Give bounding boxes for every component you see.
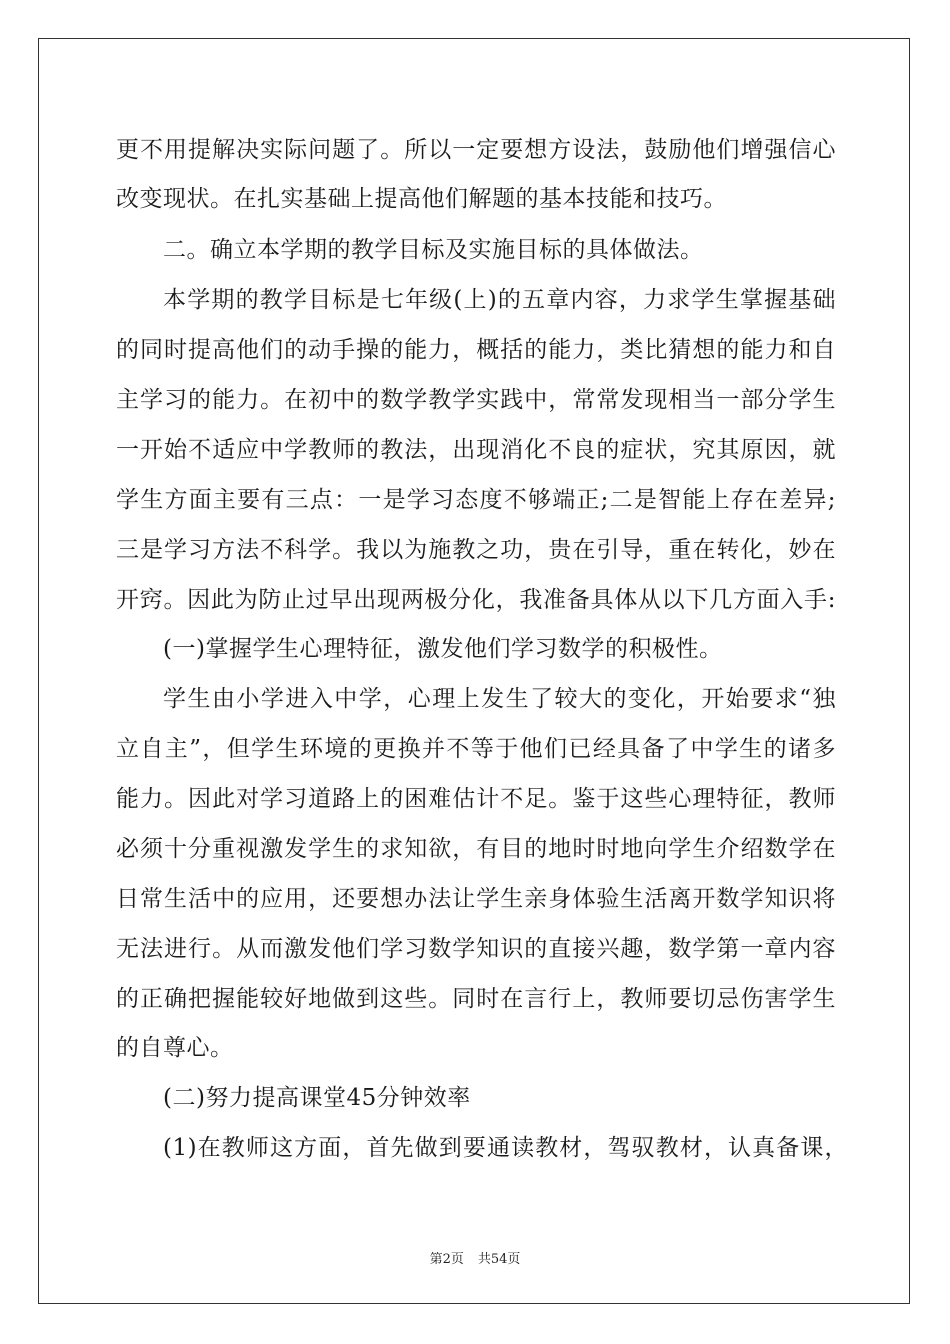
subsection-heading: (二)努力提高课堂45分钟效率 <box>163 1085 471 1111</box>
text-line: 开窍。因此为防止过早出现两极分化，我准备具体从以下几方面入手: <box>116 587 836 613</box>
text-line: 的正确把握能较好地做到这些。同时在言行上，教师要切忌伤害学生 <box>116 986 836 1012</box>
text-line: 学生方面主要有三点：一是学习态度不够端正;二是智能上存在差异; <box>116 487 836 513</box>
section-heading: 二。确立本学期的教学目标及实施目标的具体做法。 <box>163 237 704 263</box>
page-total: 共54页 <box>477 1252 521 1267</box>
page-number: 第2页 <box>429 1252 464 1267</box>
text-line: 的同时提高他们的动手操的能力，概括的能力，类比猜想的能力和自 <box>116 337 836 363</box>
page-footer <box>0 1248 950 1267</box>
text-line: 日常生活中的应用，还要想办法让学生亲身体验生活离开数学知识将 <box>116 886 836 912</box>
text-line: 一开始不适应中学教师的教法，出现消化不良的症状，究其原因，就 <box>116 437 836 463</box>
text-line: 学生由小学进入中学，心理上发生了较大的变化，开始要求“独 <box>163 686 836 712</box>
text-line: 的自尊心。 <box>116 1035 234 1061</box>
text-line: 必须十分重视激发学生的求知欲，有目的地时时地向学生介绍数学在 <box>116 836 836 862</box>
text-line: 改变现状。在扎实基础上提高他们解题的基本技能和技巧。 <box>116 186 727 212</box>
text-line: 更不用提解决实际问题了。所以一定要想方设法，鼓励他们增强信心 <box>116 137 836 163</box>
page-border <box>38 38 910 1304</box>
subsection-heading: (一)掌握学生心理特征，激发他们学习数学的积极性。 <box>163 636 723 662</box>
text-line: 本学期的教学目标是七年级(上)的五章内容，力求学生掌握基础 <box>163 287 836 313</box>
text-line: 立自主”，但学生环境的更换并不等于他们已经具备了中学生的诸多 <box>116 736 836 762</box>
text-line: (1)在教师这方面，首先做到要通读教材，驾驭教材，认真备课， <box>163 1135 848 1161</box>
text-line: 主学习的能力。在初中的数学教学实践中，常常发现相当一部分学生 <box>116 387 836 413</box>
text-line: 无法进行。从而激发他们学习数学知识的直接兴趣，数学第一章内容 <box>116 936 836 962</box>
text-line: 三是学习方法不科学。我以为施教之功，贵在引导，重在转化，妙在 <box>116 537 836 563</box>
text-line: 能力。因此对学习道路上的困难估计不足。鉴于这些心理特征，教师 <box>116 786 836 812</box>
